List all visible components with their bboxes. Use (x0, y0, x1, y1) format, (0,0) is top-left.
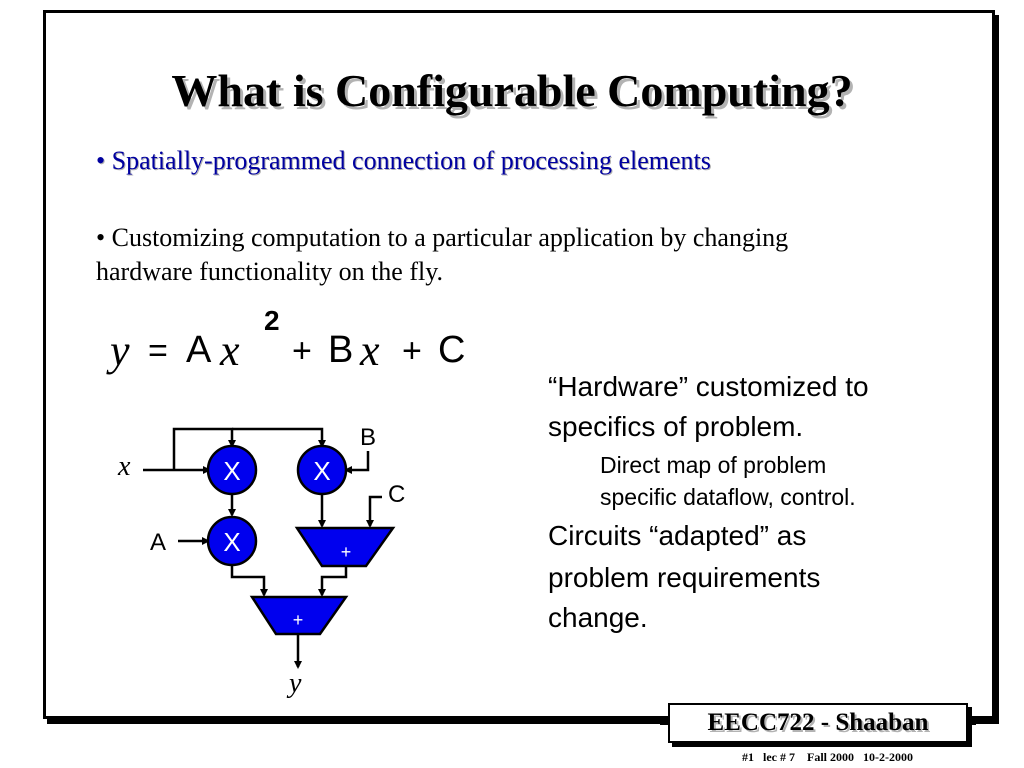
eq-equals: = (148, 332, 168, 370)
input-C-label: C (388, 481, 406, 508)
course-footer-label: EECC722 - Shaaban (707, 709, 929, 736)
bullet-spatial: • Spatially-programmed connection of processing elements (96, 146, 711, 175)
input-B-label: B (360, 424, 377, 451)
eq-y: y (110, 326, 130, 375)
right-text-line2: specifics of problem. (548, 411, 804, 442)
multiplier-2 (298, 446, 346, 494)
right-subtext-line1: Direct map of problem (600, 452, 827, 478)
multiplier-1 (208, 446, 256, 494)
slide-title: What is Configurable Computing? (171, 65, 853, 116)
adder-2-label: + (292, 610, 304, 630)
right-text-line5: change. (548, 602, 648, 633)
right-subtext-line2: specific dataflow, control. (600, 484, 856, 510)
adder-1 (297, 528, 393, 566)
eq-B: B (328, 329, 354, 371)
multiplier-3-label: X (223, 527, 241, 557)
output-y-label: y (289, 668, 302, 699)
eq-C: C (438, 329, 466, 371)
multiplier-2-label: X (313, 456, 331, 486)
eq-plus2: + (402, 332, 422, 370)
multiplier-1-label: X (223, 456, 241, 486)
right-text-line4: problem requirements (548, 562, 821, 593)
equation (106, 305, 465, 375)
eq-plus1: + (292, 332, 312, 370)
adder-2 (252, 597, 346, 634)
eq-exponent: 2 (264, 305, 280, 336)
input-A-label: A (150, 529, 167, 556)
eq-A: A (186, 329, 212, 371)
multiplier-3 (208, 517, 256, 565)
lecture-note: #1 lec # 7 Fall 2000 10-2-2000 (742, 750, 913, 764)
eq-x2: x (360, 326, 380, 375)
bullet-customizing: • Customizing computation to a particular application by changing hardware functionality on the fly. (96, 223, 789, 286)
input-x-label: x (118, 451, 131, 482)
course-footer (668, 703, 968, 743)
eq-x1: x (220, 326, 240, 375)
right-text-line3: Circuits “adapted” as (548, 520, 807, 551)
right-text-line1: “Hardware” customized to (548, 371, 869, 402)
adder-1-label: + (340, 542, 352, 562)
